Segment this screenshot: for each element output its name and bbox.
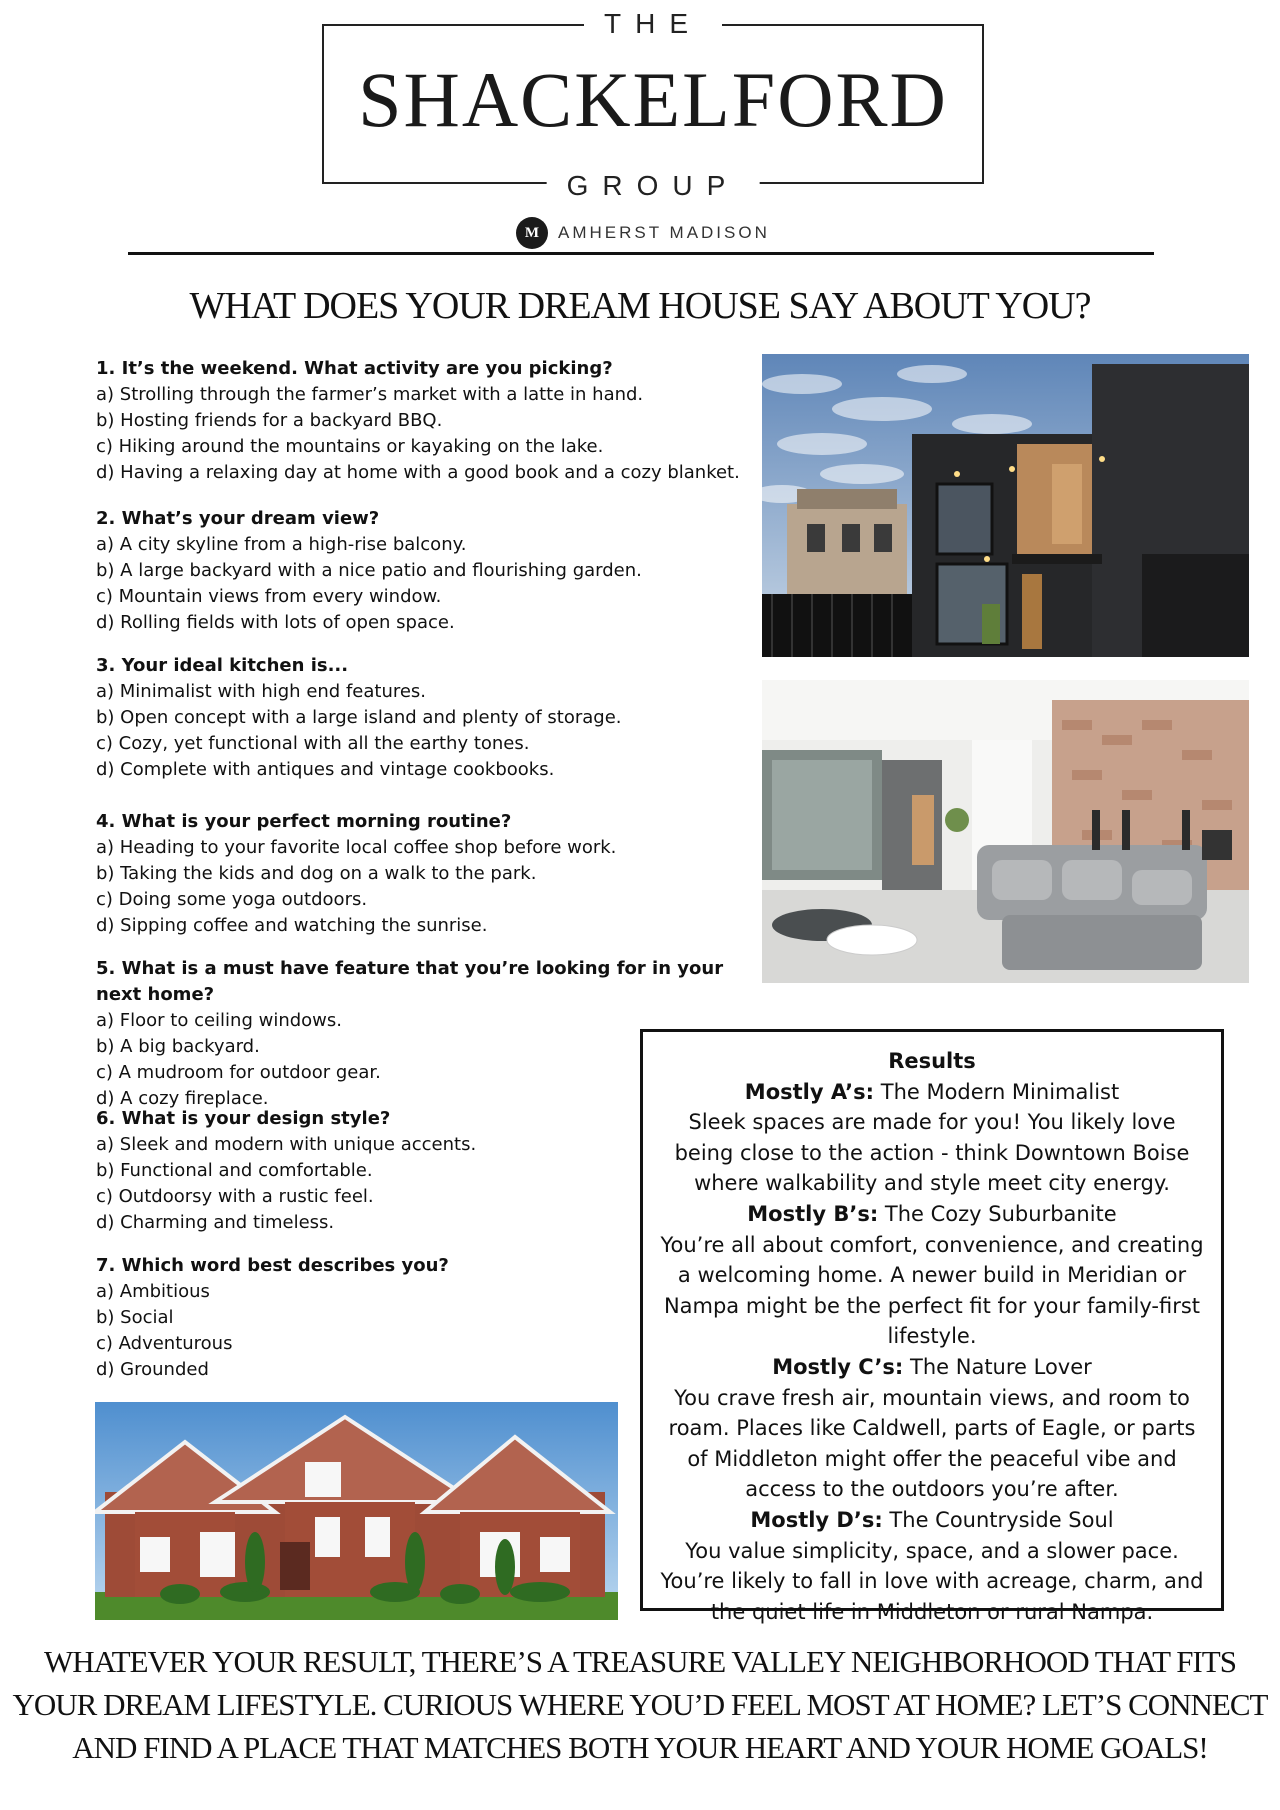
result-label: Mostly C’s: [772, 1354, 904, 1379]
result-name: The Nature Lover [903, 1354, 1092, 1379]
answer-option: d) Rolling fields with lots of open space. [96, 612, 455, 633]
answer-option: a) A city skyline from a high-rise balcony. [96, 534, 467, 555]
answer-option: c) Cozy, yet functional with all the earthy tones. [96, 733, 530, 754]
answer-option: a) Minimalist with high end features. [96, 681, 427, 702]
living-room-photo [762, 680, 1249, 983]
result-name: The Cozy Suburbanite [878, 1201, 1117, 1226]
answer-option: c) Outdoorsy with a rustic feel. [96, 1186, 374, 1207]
result-c-title [657, 1352, 1207, 1383]
result-d-text: You value simplicity, space, and a slower pace. You’re likely to fall in love with acreage, charm, and the quiet life in Middleton or rural Nampa. [660, 1538, 1204, 1624]
answer-option: a) Heading to your favorite local coffee shop before work. [96, 837, 617, 858]
header-divider [128, 252, 1154, 255]
question-6 [96, 1106, 476, 1236]
result-name: The Countryside Soul [882, 1507, 1114, 1532]
logo-group: GROUP [547, 170, 760, 202]
answer-option: c) Adventurous [96, 1333, 233, 1354]
question-3 [96, 653, 622, 783]
answer-option: c) Doing some yoga outdoors. [96, 889, 368, 910]
closing-line: WHATEVER YOUR RESULT, THERE’S A TREASURE VALLEY NEIGHBORHOOD THAT FITS [44, 1644, 1236, 1679]
question-title: 5. What is a must have feature that you’re looking for in your next home? [96, 958, 724, 1005]
answer-option: b) Hosting friends for a backyard BBQ. [96, 410, 443, 431]
question-title: 3. Your ideal kitchen is... [96, 655, 349, 676]
question-7 [96, 1253, 449, 1383]
result-label: Mostly D’s: [750, 1507, 883, 1532]
result-label: Mostly A’s: [744, 1079, 875, 1104]
question-title: 7. Which word best describes you? [96, 1255, 449, 1276]
question-title: 2. What’s your dream view? [96, 508, 380, 529]
question-1 [96, 356, 740, 486]
brokerage-logo-icon: M [516, 217, 548, 249]
result-a-text: Sleek spaces are made for you! You likely love being close to the action - think Downtown Boise where walkability and style meet city energy. [674, 1110, 1190, 1196]
closing-line: AND FIND A PLACE THAT MATCHES BOTH YOUR HEART AND YOUR HOME GOALS! [72, 1730, 1208, 1765]
answer-option: a) Sleek and modern with unique accents. [96, 1134, 477, 1155]
results-heading: Results [888, 1049, 976, 1073]
closing-message [0, 1640, 1280, 1769]
modern-house-photo [762, 354, 1249, 657]
result-c-text: You crave fresh air, mountain views, and room to roam. Places like Caldwell, parts of Eagle, or parts of Middleton might offer the peaceful vibe and access to the outdoors you’re after. [668, 1385, 1196, 1502]
brokerage-name: AMHERST MADISON [558, 223, 770, 242]
result-b-title [657, 1199, 1207, 1230]
answer-option: d) Complete with antiques and vintage cookbooks. [96, 759, 555, 780]
result-d-title [657, 1505, 1207, 1536]
answer-option: b) Taking the kids and dog on a walk to the park. [96, 863, 537, 884]
question-title: 1. It’s the weekend. What activity are you picking? [96, 358, 613, 379]
question-title: 6. What is your design style? [96, 1108, 391, 1129]
answer-option: a) Ambitious [96, 1281, 210, 1302]
answer-option: a) Floor to ceiling windows. [96, 1010, 342, 1031]
answer-option: b) A big backyard. [96, 1036, 260, 1057]
brokerage-badge [516, 216, 770, 250]
logo-the: THE [584, 8, 722, 40]
brick-house-photo [95, 1402, 618, 1620]
question-2 [96, 506, 642, 636]
question-title: 4. What is your perfect morning routine? [96, 811, 512, 832]
answer-option: d) Charming and timeless. [96, 1212, 335, 1233]
result-b-text: You’re all about comfort, convenience, and creating a welcoming home. A newer build in Meridian or Nampa might be the perfect fit for your family-first lifestyle. [660, 1232, 1204, 1349]
question-4 [96, 809, 616, 939]
answer-option: b) Social [96, 1307, 174, 1328]
answer-option: b) A large backyard with a nice patio and flourishing garden. [96, 560, 642, 581]
page-title: WHAT DOES YOUR DREAM HOUSE SAY ABOUT YOU? [189, 285, 1091, 327]
answer-option: d) Having a relaxing day at home with a good book and a cozy blanket. [96, 462, 740, 483]
results-panel [640, 1029, 1224, 1624]
answer-option: d) Sipping coffee and watching the sunrise. [96, 915, 488, 936]
answer-option: b) Functional and comfortable. [96, 1160, 373, 1181]
answer-option: c) Hiking around the mountains or kayaking on the lake. [96, 436, 604, 457]
result-label: Mostly B’s: [747, 1201, 879, 1226]
answer-option: b) Open concept with a large island and plenty of storage. [96, 707, 622, 728]
answer-option: c) Mountain views from every window. [96, 586, 442, 607]
answer-option: c) A mudroom for outdoor gear. [96, 1062, 381, 1083]
company-logo [322, 8, 984, 201]
answer-option: a) Strolling through the farmer’s market with a latte in hand. [96, 384, 644, 405]
result-a-title [657, 1077, 1207, 1108]
answer-option: d) A cozy fireplace. [96, 1088, 269, 1109]
result-name: The Modern Minimalist [874, 1079, 1120, 1104]
closing-line: YOUR DREAM LIFESTYLE. CURIOUS WHERE YOU’D FEEL MOST AT HOME? LET’S CONNECT [12, 1687, 1268, 1722]
answer-option: d) Grounded [96, 1359, 209, 1380]
logo-name: SHACKELFORD [358, 56, 948, 143]
